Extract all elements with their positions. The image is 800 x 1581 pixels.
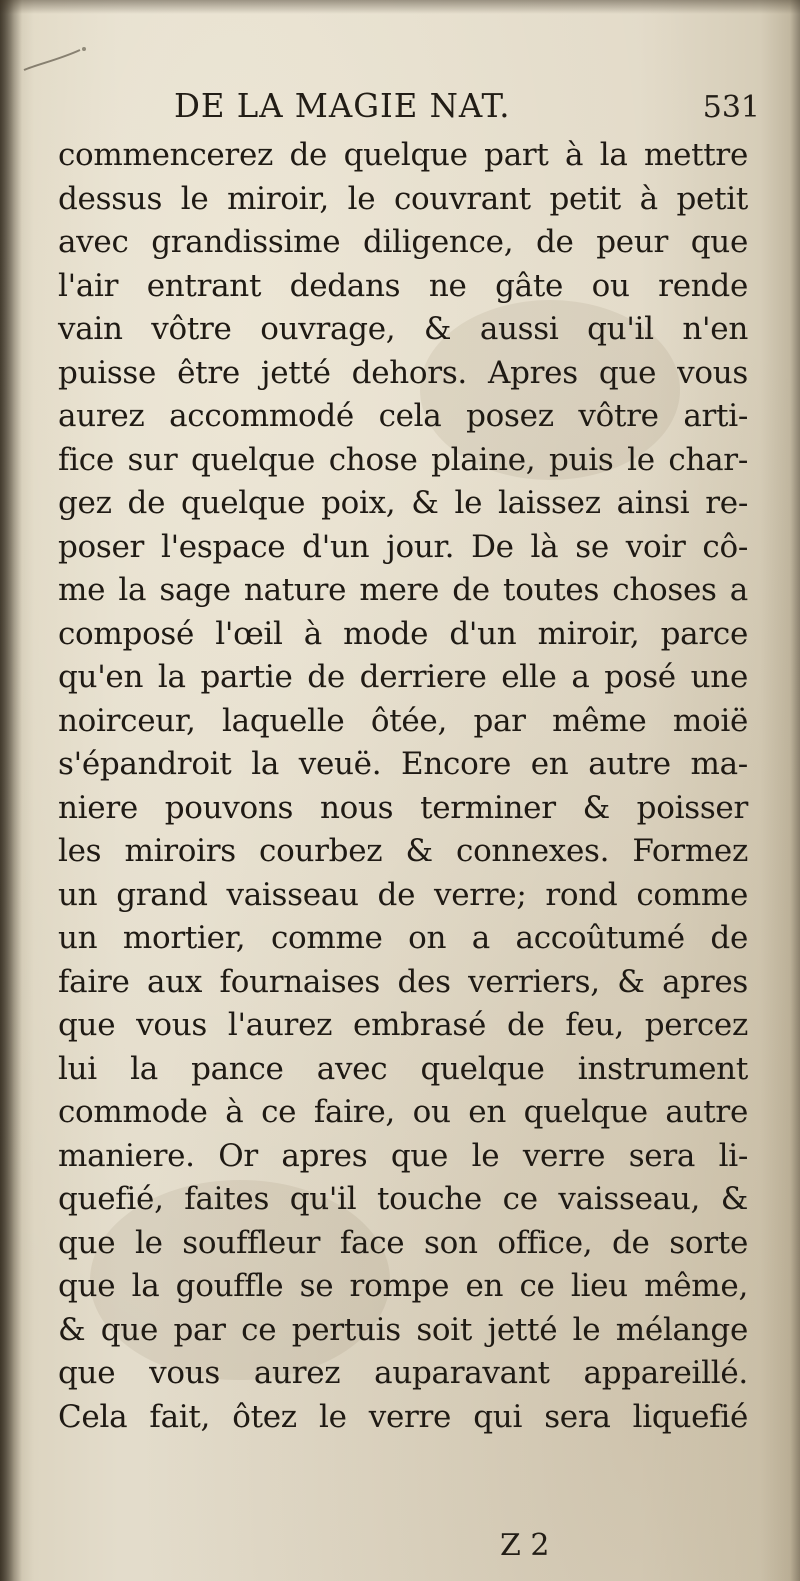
text-line: que vous l'aurez embrasé de feu, percez bbox=[58, 1007, 748, 1043]
text-line: Cela fait, ôtez le verre qui sera liquefié bbox=[58, 1398, 748, 1435]
text-line: composé l'œil à mode d'un miroir, parce bbox=[58, 615, 748, 652]
binding-gutter-shadow bbox=[0, 0, 22, 1581]
text-line: noirceur, laquelle ôtée, par même moië bbox=[58, 702, 748, 739]
text-line: commencerez de quelque part à la mettre bbox=[58, 137, 748, 173]
signature-mark: Z 2 bbox=[500, 1528, 550, 1563]
text-line: que le souffleur face son office, de sorte bbox=[58, 1224, 748, 1261]
text-line: un mortier, comme on a accoûtumé de bbox=[58, 920, 748, 956]
text-line: poser l'espace d'un jour. De là se voir cô- bbox=[58, 528, 748, 565]
text-line: qu'en la partie de derriere elle a posé une bbox=[58, 659, 748, 695]
text-line: faire aux fournaises des verriers, & apres bbox=[58, 963, 748, 1000]
text-line: niere pouvons nous terminer & poisser bbox=[58, 789, 748, 826]
text-line: avec grandissime diligence, de peur que bbox=[58, 224, 748, 260]
text-line: lui la pance avec quelque instrument bbox=[58, 1050, 748, 1087]
text-line: aurez accommodé cela posez vôtre arti- bbox=[58, 398, 748, 434]
text-line: fice sur quelque chose plaine, puis le char- bbox=[58, 441, 748, 478]
ink-bleed-mark bbox=[18, 40, 108, 80]
text-line: vain vôtre ouvrage, & aussi qu'il n'en bbox=[58, 311, 748, 347]
text-line: maniere. Or apres que le verre sera li- bbox=[58, 1137, 748, 1174]
page-number: 531 bbox=[702, 90, 760, 125]
text-line: puisse être jetté dehors. Apres que vous bbox=[58, 354, 748, 391]
page-top-edge bbox=[0, 0, 800, 14]
running-title: DE LA MAGIE NAT. bbox=[174, 86, 511, 125]
text-line: gez de quelque poix, & le laissez ainsi re- bbox=[58, 485, 748, 521]
text-line: dessus le miroir, le couvrant petit à petit bbox=[58, 180, 748, 217]
text-line: que vous aurez auparavant appareillé. bbox=[58, 1355, 748, 1391]
text-line: l'air entrant dedans ne gâte ou rende bbox=[58, 267, 748, 304]
text-line: un grand vaisseau de verre; rond comme bbox=[58, 876, 748, 913]
text-line: les miroirs courbez & connexes. Formez bbox=[58, 833, 748, 869]
text-line: s'épandroit la veuë. Encore en autre ma- bbox=[58, 746, 748, 782]
body-text bbox=[58, 134, 748, 1439]
text-line: commode à ce faire, ou en quelque autre bbox=[58, 1094, 748, 1130]
text-line: me la sage nature mere de toutes choses a bbox=[58, 572, 748, 608]
text-line: que la gouffle se rompe en ce lieu même, bbox=[58, 1268, 748, 1304]
text-line: quefié, faites qu'il touche ce vaisseau, & bbox=[58, 1181, 748, 1217]
text-line: & que par ce pertuis soit jetté le mélange bbox=[58, 1311, 748, 1348]
page-header bbox=[174, 86, 760, 134]
